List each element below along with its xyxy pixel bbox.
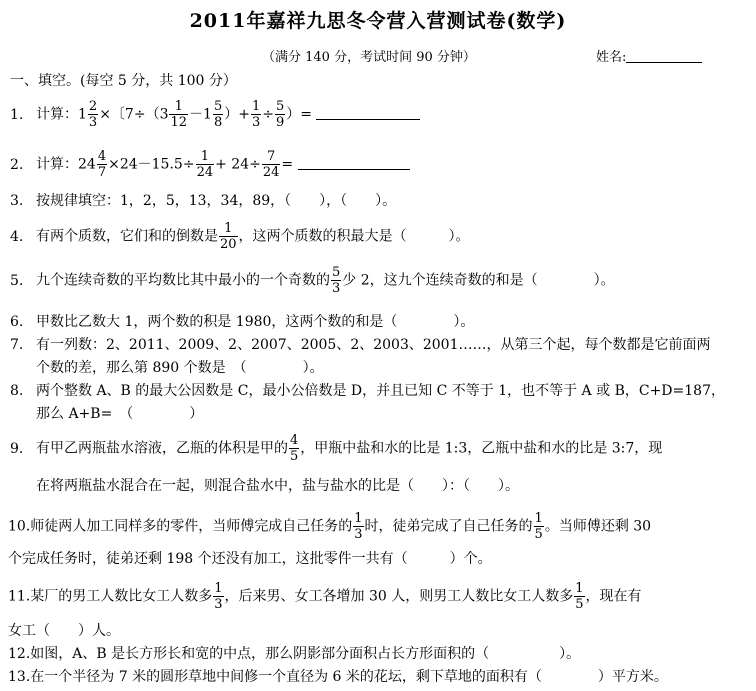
question-number: 4. [10, 228, 24, 245]
fraction: $\frac{5}{8}$ [213, 99, 223, 130]
q7-line1: 有一列数：2、2011、2009、2、2007、2005、2、2003、2001……，从第三个起，每个数都是它前面两 [36, 337, 711, 353]
q1-text-b: ×〔7÷（3 [99, 106, 169, 123]
q12-text: 如图，A、B 是长方形长和宽的中点，那么阴影部分面积占长方形面积的（ ）。 [30, 646, 581, 662]
fraction: $\frac{1}{20}$ [220, 221, 237, 252]
q11-text-a: 某厂的男工人数比女工人数多 [30, 588, 213, 605]
q10-line2: 个完成任务时，徒弟还剩 198 个还没有加工，这批零件一共有（ ）个。 [8, 551, 492, 567]
q2-text-d: = [281, 156, 294, 173]
q2-text-b: ×24－15.5÷ [108, 156, 195, 173]
q6-text: 甲数比乙数大 1，两个数的积是 1980，这两个数的和是（ ）。 [36, 314, 475, 330]
q4-text-b: ，这两个质数的积最大是（ ）。 [238, 228, 470, 245]
q10-text-a: 师徒两人加工同样多的零件，当师傅完成自己任务的 [30, 518, 353, 535]
fraction: $\frac{1}{5}$ [534, 511, 543, 542]
question-11 [8, 582, 756, 611]
fraction: $\frac{5}{3}$ [332, 265, 341, 296]
fraction: $\frac{1}{12}$ [170, 99, 188, 130]
answer-blank[interactable] [316, 107, 420, 120]
question-1 [10, 100, 756, 129]
fraction: $\frac{1}{3}$ [251, 99, 261, 130]
question-number: 5. [10, 272, 24, 289]
question-12 [8, 643, 756, 663]
question-number: 1. [10, 106, 24, 123]
exam-info: （满分 140 分，考试时间 90 分钟） [262, 50, 476, 65]
question-number: 13. [8, 669, 31, 685]
q2-text-c: + 24÷ [215, 156, 261, 173]
question-13 [8, 666, 756, 686]
q1-text-e: ÷ [262, 106, 274, 123]
fraction: $\frac{1}{24}$ [196, 149, 214, 180]
name-label: 姓名: [596, 50, 627, 65]
q9-line2: 在将两瓶盐水混合在一起，则混合盐水中，盐与盐水的比是（ ）：（ ）。 [36, 478, 519, 494]
q5-text-b: 少 2，这九个连续奇数的和是（ ）。 [342, 272, 615, 289]
name-field [596, 46, 702, 65]
fraction: $\frac{4}{5}$ [290, 433, 299, 464]
q4-text-a: 有两个质数，它们和的倒数是 [36, 228, 218, 245]
question-7 [10, 334, 756, 354]
fraction: $\frac{1}{5}$ [575, 581, 584, 612]
question-8 [10, 380, 756, 400]
question-9 [10, 434, 756, 463]
q11-text-b: ，后来男、女工各增加 30 人，则男工人数比女工人数多 [224, 588, 574, 605]
q1-text-a: 计算：1 [36, 106, 87, 123]
q9-text-a: 有甲乙两瓶盐水溶液，乙瓶的体积是甲的 [36, 440, 288, 457]
q9-text-b: ，甲瓶中盐和水的比是 1:3，乙瓶中盐和水的比是 3:7，现 [300, 440, 663, 457]
section-heading: 一、填空。(每空 5 分，共 100 分） [10, 73, 237, 89]
q2-text-a: 计算：24 [36, 156, 96, 173]
name-underline [626, 48, 702, 63]
fraction: $\frac{7}{24}$ [262, 149, 280, 180]
fraction: $\frac{2}{3}$ [88, 99, 98, 130]
q8-line2: 那么 A+B= （ ） [36, 406, 204, 422]
question-3 [10, 190, 756, 210]
q7-line2: 个数的差，那么第 890 个数是 （ ）。 [36, 360, 324, 376]
q10-text-c: 。当师傅还剩 30 [544, 518, 652, 535]
question-number: 10. [8, 518, 31, 535]
q11-text-c: ，现在有 [585, 588, 642, 605]
fraction: $\frac{5}{9}$ [275, 99, 285, 130]
question-2 [10, 150, 756, 179]
q1-text-c: －1 [189, 106, 212, 123]
question-4 [10, 222, 756, 251]
q5-text-a: 九个连续奇数的平均数比其中最小的一个奇数的 [36, 272, 330, 289]
question-number: 12. [8, 646, 31, 662]
question-number: 2. [10, 156, 24, 173]
page-title: 2011年嘉祥九思冬令营入营测试卷(数学) [189, 10, 567, 32]
question-6 [10, 311, 756, 331]
question-number: 6. [10, 314, 24, 330]
q11-line2: 女工（ ）人。 [8, 623, 120, 639]
fraction: $\frac{4}{7}$ [97, 149, 107, 180]
q1-text-d: ）+ [224, 106, 250, 123]
q3-text: 按规律填空：1，2，5，13，34，89，（ ），（ ）。 [36, 193, 397, 209]
q10-text-b: 时，徒弟完成了自己任务的 [364, 518, 533, 535]
q1-text-f: ）= [286, 106, 312, 123]
fraction: $\frac{1}{3}$ [214, 581, 223, 612]
question-number: 7. [10, 337, 24, 353]
question-5 [10, 266, 756, 295]
question-number: 8. [10, 383, 24, 399]
question-number: 11. [8, 588, 31, 605]
q13-text: 在一个半径为 7 米的圆形草地中间修一个直径为 6 米的花坛，剩下草地的面积有（ ）平方米。 [30, 669, 668, 685]
answer-blank[interactable] [298, 157, 410, 170]
q8-line1: 两个整数 A、B 的最大公因数是 C，最小公倍数是 D，并且已知 C 不等于 1，也不等于 A 或 B，C+D=187， [36, 383, 725, 399]
question-number: 9. [10, 440, 24, 457]
fraction: $\frac{1}{3}$ [354, 511, 363, 542]
question-number: 3. [10, 193, 24, 209]
question-10 [8, 512, 756, 541]
